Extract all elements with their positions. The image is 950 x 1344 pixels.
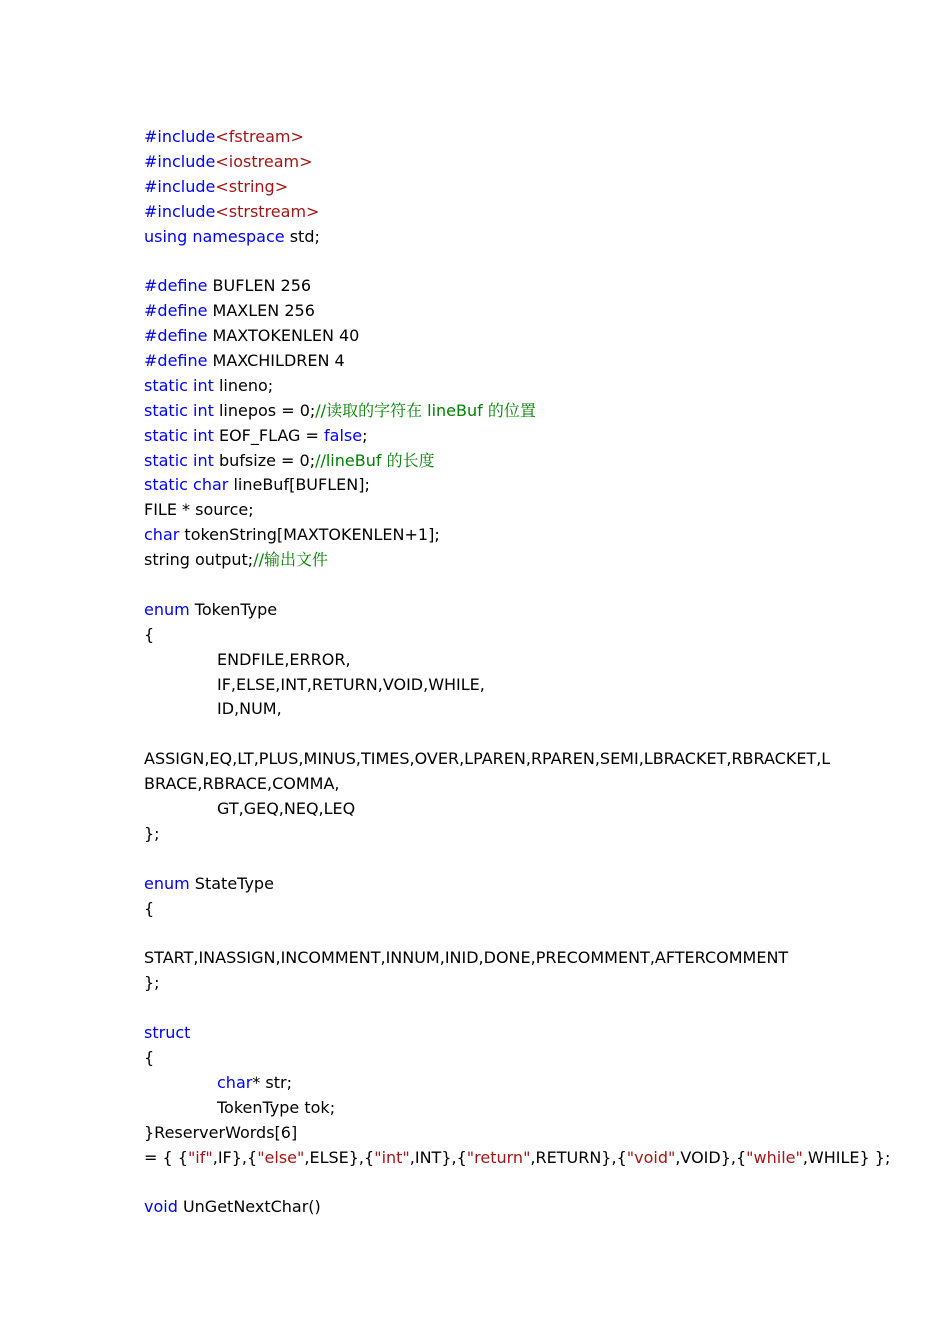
string-token: <iostream>: [215, 151, 313, 171]
code-line: [144, 673, 844, 698]
string-token: <fstream>: [215, 127, 304, 146]
code-line: [144, 523, 844, 548]
code-text: StateType: [189, 873, 274, 893]
blank-line: [144, 996, 844, 1021]
code-line: [144, 449, 844, 474]
code-text: }ReserverWords[6]: [144, 1122, 298, 1142]
code-line: [144, 150, 844, 175]
code-text: ID,NUM,: [217, 699, 282, 719]
code-text: BUFLEN 256: [207, 276, 312, 296]
code-line: [144, 1046, 844, 1071]
keyword-token: int: [193, 425, 214, 445]
string-token: "while": [746, 1147, 803, 1167]
code-line: [144, 473, 844, 498]
code-text: MAXTOKENLEN 40: [207, 326, 360, 346]
code-text: ,INT},{: [409, 1147, 467, 1167]
keyword-token: enum: [144, 873, 190, 893]
comment-token: //读取的字符在 lineBuf 的位置: [315, 400, 536, 420]
code-line: [144, 797, 844, 822]
code-text: MAXCHILDREN 4: [207, 351, 345, 371]
code-text: bufsize = 0;: [213, 450, 316, 470]
code-text: TokenType tok;: [217, 1097, 336, 1117]
code-line: [144, 1195, 844, 1220]
code-line: [144, 324, 844, 349]
code-text: FILE * source;: [144, 500, 254, 520]
code-text: ,IF},{: [212, 1147, 258, 1167]
keyword-token: static: [144, 475, 188, 495]
code-line: [144, 225, 844, 250]
keyword-token: #define: [144, 301, 208, 321]
code-line: [144, 598, 844, 623]
code-text: ;: [362, 425, 368, 445]
blank-line: [144, 847, 844, 872]
keyword-token: char: [144, 525, 180, 545]
keyword-token: false: [324, 425, 363, 445]
code-line: [144, 897, 844, 922]
code-text: std;: [284, 226, 320, 246]
code-line: [144, 1096, 844, 1121]
keyword-token: using: [144, 226, 188, 246]
code-text: UnGetNextChar(): [177, 1197, 321, 1217]
code-line: [144, 872, 844, 897]
keyword-token: static: [144, 400, 188, 420]
keyword-token: #include: [144, 176, 216, 196]
code-line: [144, 548, 844, 573]
code-line: [144, 1121, 844, 1146]
code-line: [144, 349, 844, 374]
keyword-token: #include: [144, 127, 216, 146]
keyword-token: #include: [144, 201, 216, 221]
keyword-token: #define: [144, 351, 208, 371]
code-text: ,RETURN},{: [530, 1147, 627, 1167]
string-token: "return": [466, 1147, 531, 1167]
code-line: [144, 822, 844, 847]
code-line: [144, 946, 844, 971]
code-line: [144, 648, 844, 673]
keyword-token: char: [217, 1072, 253, 1092]
source-code-block: [144, 125, 891, 1220]
code-text: = { {: [144, 1147, 188, 1167]
keyword-token: void: [144, 1197, 178, 1217]
keyword-token: int: [193, 375, 214, 395]
code-text: ASSIGN,EQ,LT,PLUS,MINUS,TIMES,OVER,LPAREN,RPAREN,SEMI,LBRACKET,RBRACKET,L: [144, 749, 831, 769]
code-line: [144, 274, 844, 299]
keyword-token: #define: [144, 326, 208, 346]
keyword-token: static: [144, 375, 188, 395]
blank-line: [144, 722, 844, 747]
code-line: [144, 424, 844, 449]
code-line: [144, 971, 844, 996]
code-text: lineno;: [213, 375, 274, 395]
code-text: ,VOID},{: [675, 1147, 747, 1167]
keyword-token: #define: [144, 276, 208, 296]
blank-line: [144, 1170, 844, 1195]
code-text: string output;: [144, 550, 254, 570]
code-text: {: [144, 898, 155, 918]
code-text: };: [144, 823, 160, 843]
code-text: linepos = 0;: [213, 400, 316, 420]
comment-token: //输出文件: [253, 550, 328, 570]
code-line: [144, 747, 844, 772]
code-line: [144, 399, 844, 424]
blank-line: [144, 573, 844, 598]
blank-line: [144, 249, 844, 274]
code-text: MAXLEN 256: [207, 301, 315, 321]
code-line: [144, 1021, 844, 1046]
code-text: ,WHILE} };: [802, 1147, 891, 1167]
code-line: [144, 498, 844, 523]
string-token: "int": [374, 1147, 410, 1167]
string-token: <string>: [215, 176, 289, 196]
code-text: ENDFILE,ERROR,: [217, 649, 351, 669]
code-text: EOF_FLAG =: [213, 425, 325, 445]
code-line: [144, 697, 844, 722]
code-text: * str;: [252, 1072, 292, 1092]
keyword-token: enum: [144, 599, 190, 619]
code-text: BRACE,RBRACE,COMMA,: [144, 774, 340, 794]
code-line: [144, 299, 844, 324]
keyword-token: static: [144, 425, 188, 445]
code-text: GT,GEQ,NEQ,LEQ: [217, 799, 356, 819]
code-text: {: [144, 1047, 155, 1067]
code-text: lineBuf[BUFLEN];: [228, 475, 370, 495]
code-line: [144, 1071, 844, 1096]
code-text: IF,ELSE,INT,RETURN,VOID,WHILE,: [217, 674, 485, 694]
keyword-token: #include: [144, 151, 216, 171]
code-text: ,ELSE},{: [304, 1147, 375, 1167]
code-text: START,INASSIGN,INCOMMENT,INNUM,INID,DONE,PRECOMMENT,AFTERCOMMENT: [144, 948, 789, 968]
string-token: "else": [257, 1147, 305, 1167]
code-line: [144, 175, 844, 200]
string-token: <strstream>: [215, 201, 320, 221]
code-line: [144, 1146, 891, 1171]
keyword-token: int: [193, 450, 214, 470]
keyword-token: namespace: [192, 226, 285, 246]
comment-token: //lineBuf 的长度: [315, 450, 435, 470]
code-line: [144, 623, 844, 648]
blank-line: [144, 922, 844, 947]
code-line: [144, 772, 844, 797]
code-text: TokenType: [189, 599, 278, 619]
keyword-token: static: [144, 450, 188, 470]
code-line: [144, 200, 844, 225]
string-token: "if": [187, 1147, 213, 1167]
code-text: tokenString[MAXTOKENLEN+1];: [179, 525, 440, 545]
code-text: };: [144, 973, 160, 993]
keyword-token: char: [193, 475, 229, 495]
code-line: [144, 125, 844, 150]
keyword-token: int: [193, 400, 214, 420]
code-text: {: [144, 624, 155, 644]
code-line: [144, 374, 844, 399]
string-token: "void": [626, 1147, 676, 1167]
keyword-token: struct: [144, 1023, 191, 1043]
